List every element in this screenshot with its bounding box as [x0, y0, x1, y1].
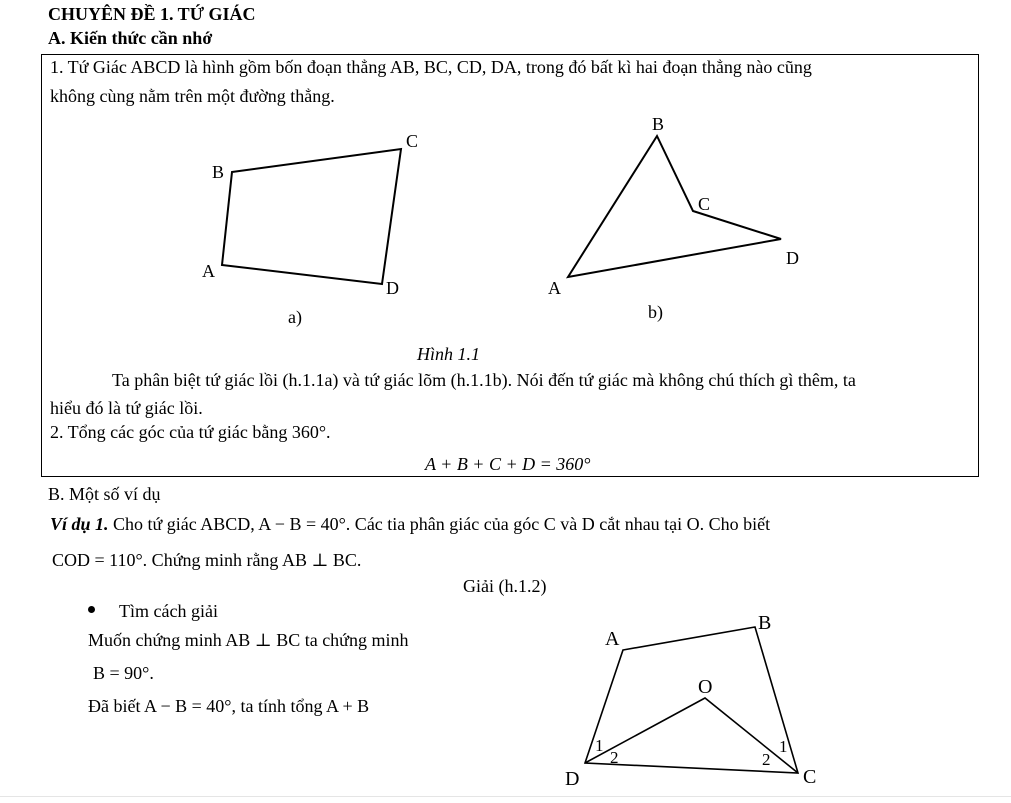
- figure-label-a: a): [288, 307, 302, 327]
- example-1-text: Cho tứ giác ABCD, A − B = 40°. Các tia phân giác của góc C và D cắt nhau tại O. Cho biết: [108, 514, 771, 534]
- definition-line-2: không cùng nằm trên một đường thẳng.: [50, 86, 335, 106]
- page-bottom-border: [0, 796, 1011, 797]
- convex-quadrilateral: [222, 149, 401, 284]
- vertex-label-c: C: [803, 766, 817, 788]
- figure-1-1a: [190, 125, 430, 335]
- vertex-label-a: A: [605, 628, 620, 650]
- figure-1-2: [555, 605, 835, 795]
- section-a-heading: A. Kiến thức cần nhớ: [48, 28, 213, 48]
- solution-line-2: B = 90°.: [93, 663, 154, 683]
- notes-line-2: hiểu đó là tứ giác lồi.: [50, 398, 203, 418]
- vertex-label-d: D: [565, 768, 580, 790]
- angle-mark-c1: 1: [779, 737, 788, 756]
- vertex-label-b: B: [758, 612, 772, 634]
- figure-caption: Hình 1.1: [417, 344, 480, 364]
- vertex-label-a: A: [548, 278, 561, 298]
- vertex-label-c: C: [698, 194, 711, 214]
- vertex-label-c: C: [406, 131, 419, 151]
- angle-sum-formula: A + B + C + D = 360°: [425, 454, 591, 474]
- angle-mark-d2: 2: [610, 748, 619, 767]
- solution-bullet-text: Tìm cách giải: [119, 601, 218, 621]
- vertex-label-a: A: [202, 261, 215, 281]
- angle-sum-statement: 2. Tổng các góc của tứ giác bằng 360°.: [50, 422, 331, 442]
- vertex-label-d: D: [386, 278, 399, 298]
- definition-line-1: 1. Tứ Giác ABCD là hình gồm bốn đoạn thẳng AB, BC, CD, DA, trong đó bất kì hai đoạn thẳng nào cũng: [50, 57, 812, 77]
- section-b-heading: B. Một số ví dụ: [48, 484, 161, 504]
- vertex-label-b: B: [652, 114, 665, 134]
- vertex-label-b: B: [212, 162, 225, 182]
- example-1-line-1: [50, 514, 770, 535]
- angle-mark-c2: 2: [762, 750, 771, 769]
- solution-line-1: Muốn chứng minh AB ⊥ BC ta chứng minh: [88, 630, 409, 650]
- vertex-label-o: O: [698, 676, 713, 698]
- example-1-line-2: COD = 110°. Chứng minh rằng AB ⊥ BC.: [52, 550, 362, 570]
- solution-line-3: Đã biết A − B = 40°, ta tính tổng A + B: [88, 696, 370, 716]
- vertex-label-d: D: [786, 248, 799, 268]
- concave-quadrilateral: [568, 136, 781, 277]
- angle-mark-d1: 1: [595, 736, 604, 755]
- figure-label-b: b): [648, 302, 663, 322]
- example-1-lead: Ví dụ 1.: [50, 514, 109, 534]
- solution-heading: Giải (h.1.2): [463, 576, 547, 596]
- bullet-icon: [88, 606, 95, 613]
- notes-line-1: Ta phân biệt tứ giác lồi (h.1.1a) và tứ giác lõm (h.1.1b). Nói đến tứ giác mà không chú thích gì thêm, ta: [112, 370, 856, 390]
- figure-1-1b: [540, 110, 820, 330]
- chapter-title: CHUYÊN ĐỀ 1. TỨ GIÁC: [48, 4, 256, 24]
